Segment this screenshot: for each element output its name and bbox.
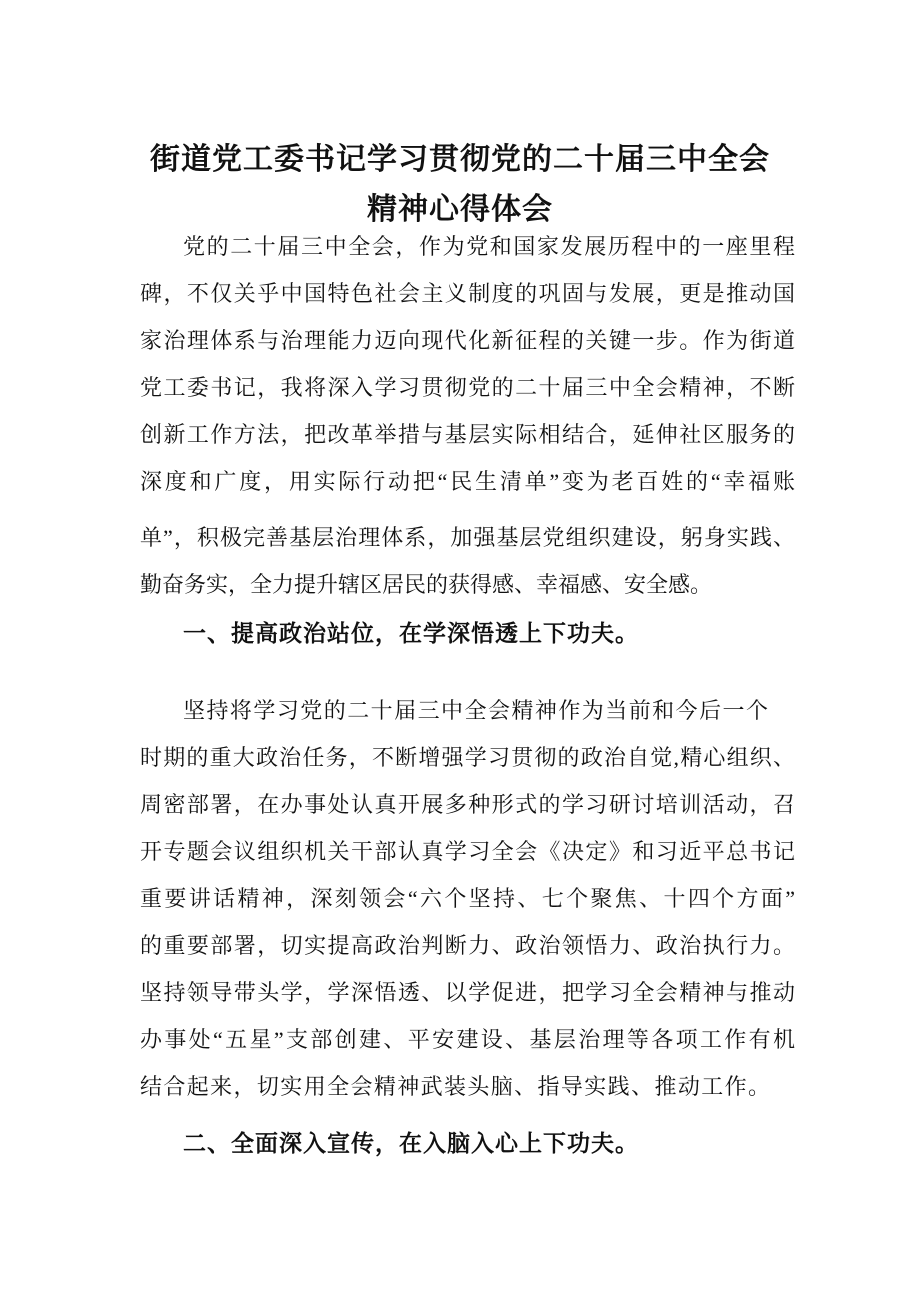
text-line: 的重要部署，切实提高政治判断力、政治领悟力、政治执行力。 bbox=[140, 933, 795, 958]
document-title-line-1: 街道党工委书记学习贯彻党的二十届三中全会 bbox=[150, 143, 770, 176]
text-line: 党的二十届三中全会，作为党和国家发展历程中的一座里程 bbox=[183, 234, 795, 259]
text-line: 时期的重大政治任务，不断增强学习贯彻的政治自觉,精心组织、 bbox=[140, 745, 795, 770]
text-line: 周密部署，在办事处认真开展多种形式的学习研讨培训活动，召 bbox=[140, 792, 795, 817]
text-line: 创新工作方法，把改革举措与基层实际相结合，延伸社区服务的 bbox=[140, 422, 795, 447]
text-line: 党工委书记，我将深入学习贯彻党的二十届三中全会精神，不断 bbox=[140, 375, 795, 400]
section-heading-1: 一、提高政治站位，在学深悟透上下功夫。 bbox=[183, 620, 639, 646]
text-line: 单”，积极完善基层治理体系，加强基层党组织建设，躬身实践、 bbox=[140, 525, 795, 550]
text-line: 重要讲话精神，深刻领会“六个坚持、七个聚焦、十四个方面” bbox=[140, 886, 795, 911]
text-line: 家治理体系与治理能力迈向现代化新征程的关键一步。作为街道 bbox=[140, 328, 795, 353]
text-line: 结合起来，切实用全会精神武装头脑、指导实践、推动工作。 bbox=[140, 1074, 770, 1099]
section-heading-2: 二、全面深入宣传，在入脑入心上下功夫。 bbox=[183, 1130, 639, 1156]
document-title-line-2: 精神心得体会 bbox=[367, 193, 553, 226]
text-line: 坚持将学习党的二十届三中全会精神作为当前和今后一个 bbox=[183, 698, 768, 723]
text-line: 开专题会议组织机关干部认真学习全会《决定》和习近平总书记 bbox=[140, 839, 795, 864]
text-line: 办事处“五星”支部创建、平安建设、基层治理等各项工作有机 bbox=[140, 1027, 796, 1052]
text-line: 勤奋务实，全力提升辖区居民的获得感、幸福感、安全感。 bbox=[140, 572, 713, 597]
text-line: 坚持领导带头学，学深悟透、以学促进，把学习全会精神与推动 bbox=[140, 980, 795, 1005]
text-line: 碑，不仅关乎中国特色社会主义制度的巩固与发展，更是推动国 bbox=[140, 281, 795, 306]
text-line: 深度和广度，用实际行动把“民生清单”变为老百姓的“幸福账 bbox=[140, 469, 795, 494]
